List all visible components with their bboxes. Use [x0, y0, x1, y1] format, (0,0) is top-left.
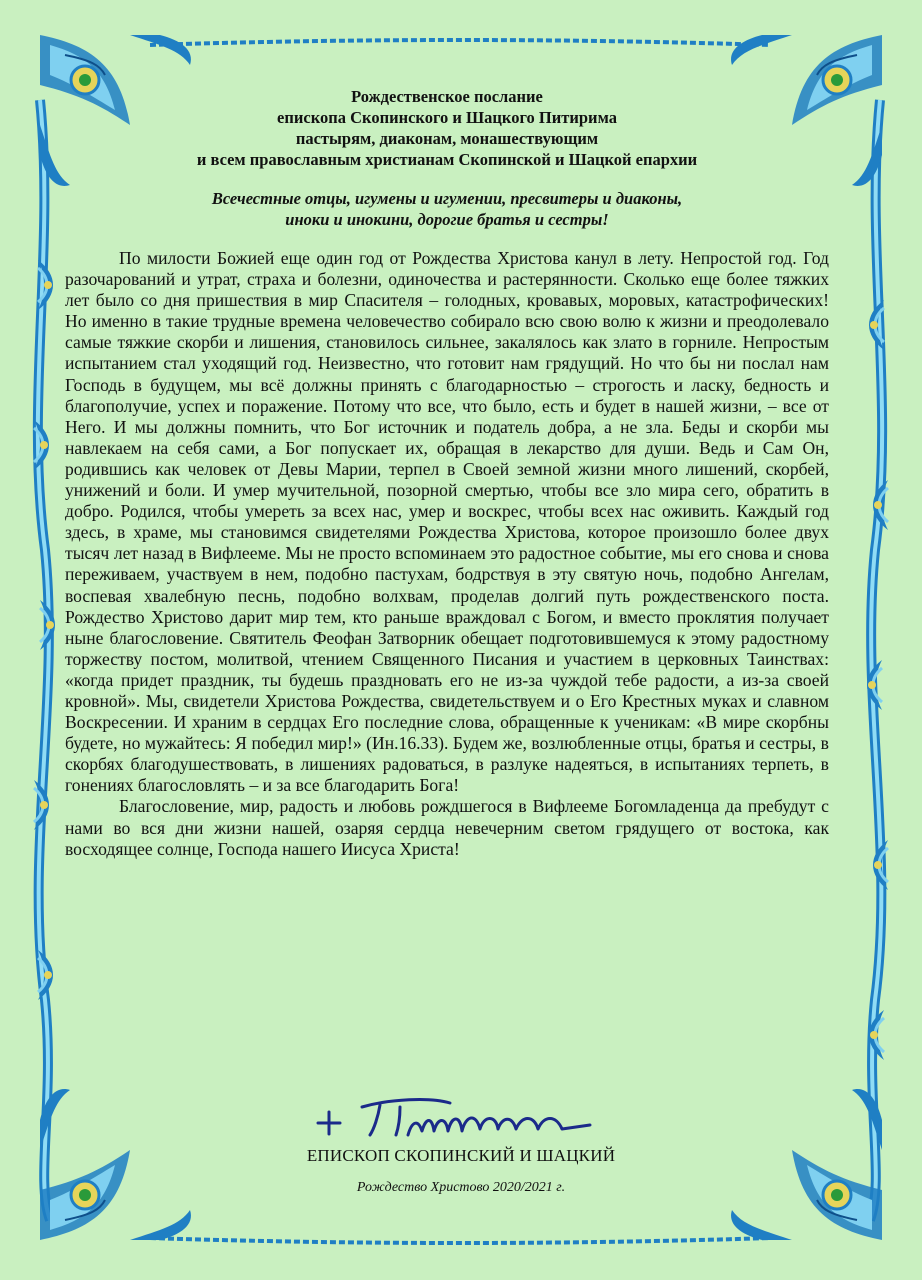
heading-line-1: Рождественское послание [351, 87, 543, 106]
left-vine [34, 100, 55, 1220]
letter-body [65, 248, 829, 860]
greeting-line-1: Всечестные отцы, игумены и игумении, пресвитеры и диаконы, [211, 189, 683, 208]
signatory-title: ЕПИСКОП СКОПИНСКИЙ И ШАЦКИЙ [306, 1146, 616, 1165]
top-border [150, 40, 770, 45]
letter-heading [65, 86, 829, 170]
heading-line-2: епископа Скопинского и Шацкого Питирима [277, 108, 617, 127]
heading-line-4: и всем православным христианам Скопинской и Шацкой епархии [196, 150, 698, 169]
letter-greeting [65, 188, 829, 230]
body-paragraph-2: Благословение, мир, радость и любовь рождшегося в Вифлееме Богомладенца да пребудут с нами во вся дни жизни нашей, озаряя сердца невечерним светом грядущего от востока, как восходящее солнце, Господа нашего Иисуса Христа! [65, 796, 829, 859]
right-vine [867, 100, 888, 1220]
body-paragraph-1: По милости Божией еще один год от Рождества Христова канул в лету. Непростой год. Год разочарований и утрат, страха и болезни, одиночества и растерянности. Сколько еще более тяжких лет было со дня пришествия в мир Спасителя – голодных, кровавых, моровых, катастрофических! Но именно в такие трудные времена человечество собирало всю свою волю к жизни и преодолевало самые тяжкие скорби и лишения, становилось сильнее, закалялось как злато в горниле. Непростым испытанием стал уходящий год. Неизвестно, что готовит нам грядущий. Но что бы ни послал нам Господь в будущем, мы всё должны принять с благодарностью – строгость и ласку, бедность и благополучие, успех и поражение. Потому что все, что было, есть и будет в нашей жизни, – все от Него. И мы должны помнить, что Бог источник и податель добра, а не зла. Беды и скорби мы навлекаем на себя сами, а Бог попускает их, обращая в лекарство для души. Ведь и Сам Он, родившись как человек от Девы Марии, терпел в Своей земной жизни много лишений, скорбей, унижений и боли. И умер мучительной, позорной смертью, чтобы все зло мира сего, обратить в добро. Родился, чтобы умереть за всех нас, умер и воскрес, чтобы всех нас оживить. Каждый год здесь, в храме, мы становимся свидетелями Рождества Христова, которое произошло более двух тысяч лет назад в Вифлееме. Мы не просто вспоминаем это радостное событие, мы его снова и снова переживаем, участвуем в нем, подобно пастухам, бодрствуя в эту святую ночь, подобно Ангелам, воспевая хвалебную песнь, подобно волхвам, проделав долгий путь рождественского поста. Рождество Христово дарит мир тем, кто раньше враждовал с Богом, и вместо проклятия получает ныне благословение. Святитель Феофан Затворник обещает подготовившемуся к этому радостному торжеству постом, молитвой, чтением Священного Писания и участием в церковных Таинствах: «когда придет праздник, ты будешь праздновать его не из-за чуждой тебе радости, а из-за своей кровной». Мы, свидетели Христова Рождества, свидетельствуем и о Его Крестных муках и славном Воскресении. И храним в сердцах Его последние слова, обращенные к ученикам: «В мире скорбны будете, но мужайтесь: Я победил мир!» (Ин.16.33). Будем же, возлюбленные отцы, братья и сестры, в скорбях благодушествовать, в лишениях радоваться, в разлуке надеяться, в испытаниях терпеть, в гонениях благословлять – и за все благодарить Бога! [65, 248, 829, 796]
bottom-border [150, 1238, 770, 1243]
letter-date: Рождество Христово 2020/2021 г. [356, 1180, 566, 1195]
letter-content [65, 86, 829, 860]
heading-line-3: пастырям, диаконам, монашествующим [295, 129, 599, 148]
handwritten-signature [300, 1085, 620, 1145]
greeting-line-2: иноки и инокини, дорогие братья и сестры! [285, 210, 609, 229]
